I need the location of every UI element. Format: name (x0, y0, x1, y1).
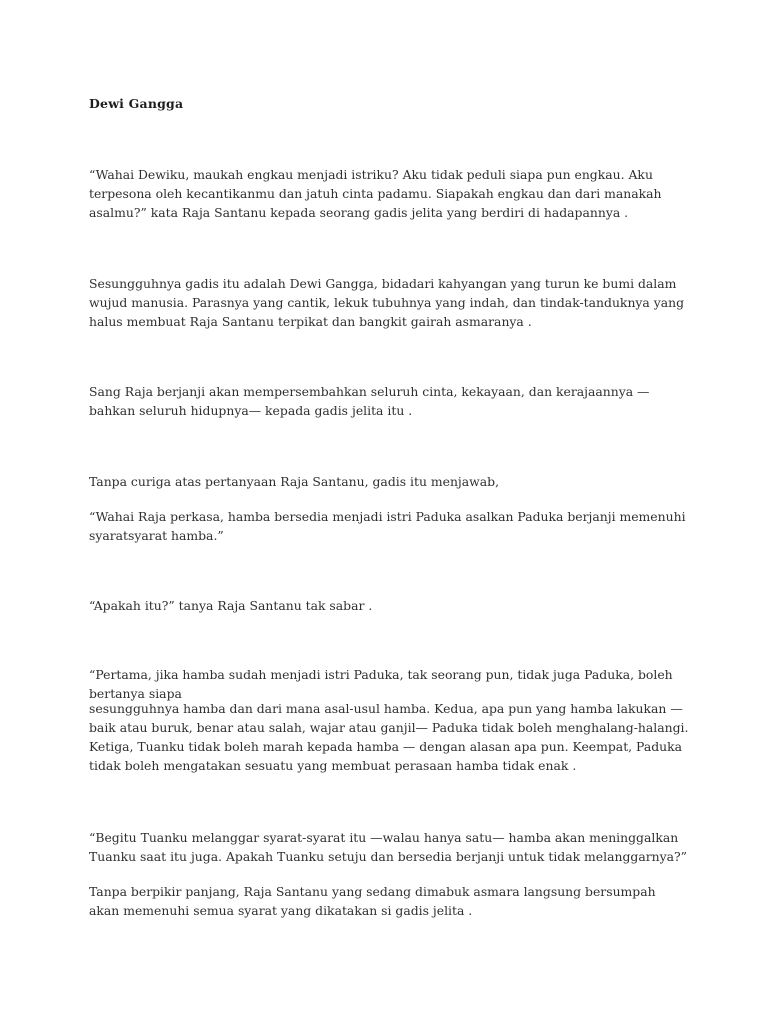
paragraph-9: “Begitu Tuanku melanggar syarat-syarat itu —walau hanya satu— hamba akan meninggalkan Tuanku saat itu juga. Apakah Tuanku setuju dan bersedia berjanji untuk tidak melanggarnya?” (89, 830, 687, 864)
paragraph-2: Sesungguhnya gadis itu adalah Dewi Gangga, bidadari kahyangan yang turun ke bumi dalam wujud manusia. Parasnya yang cantik, lekuk tubuhnya yang indah, dan tindak-tanduknya yang halus membuat Raja Santanu terpikat dan bangkit gairah asmaranya . (89, 276, 685, 329)
paragraph-1: “Wahai Dewiku, maukah engkau menjadi istriku? Aku tidak peduli siapa pun engkau. Aku terpesona oleh kecantikanmu dan jatuh cinta padamu. Siapakah engkau dan dari manakah asalmu?” kata Raja Santanu kepada seorang gadis jelita yang berdiri di hadapannya . (89, 167, 662, 220)
paragraph-7: “Pertama, jika hamba sudah menjadi istri Paduka, tak seorang pun, tidak juga Paduka, boleh bertanya siapa (89, 667, 673, 701)
paragraph-6: “Apakah itu?” tanya Raja Santanu tak sabar . (89, 598, 373, 613)
paragraph-5: “Wahai Raja perkasa, hamba bersedia menjadi istri Paduka asalkan Paduka berjanji memenuhi syaratsyarat hamba.” (89, 509, 686, 543)
paragraph-4: Tanpa curiga atas pertanyaan Raja Santanu, gadis itu menjawab, (89, 474, 500, 489)
paragraph-10: Tanpa berpikir panjang, Raja Santanu yang sedang dimabuk asmara langsung bersumpah akan memenuhi semua syarat yang dikatakan si gadis jelita . (89, 884, 656, 918)
paragraph-3: Sang Raja berjanji akan mempersembahkan seluruh cinta, kekayaan, dan kerajaannya —bahkan seluruh hidupnya— kepada gadis jelita itu . (89, 384, 650, 418)
paragraph-8: sesungguhnya hamba dan dari mana asal-usul hamba. Kedua, apa pun yang hamba lakukan —baik atau buruk, benar atau salah, wajar atau ganjil— Paduka tidak boleh menghalang-halangi. Ketiga, Tuanku tidak boleh marah kepada hamba — dengan alasan apa pun. Keempat, Paduka tidak boleh mengatakan sesuatu yang membuat perasaan hamba tidak enak . (89, 701, 689, 773)
document-title: Dewi Gangga (89, 96, 184, 111)
